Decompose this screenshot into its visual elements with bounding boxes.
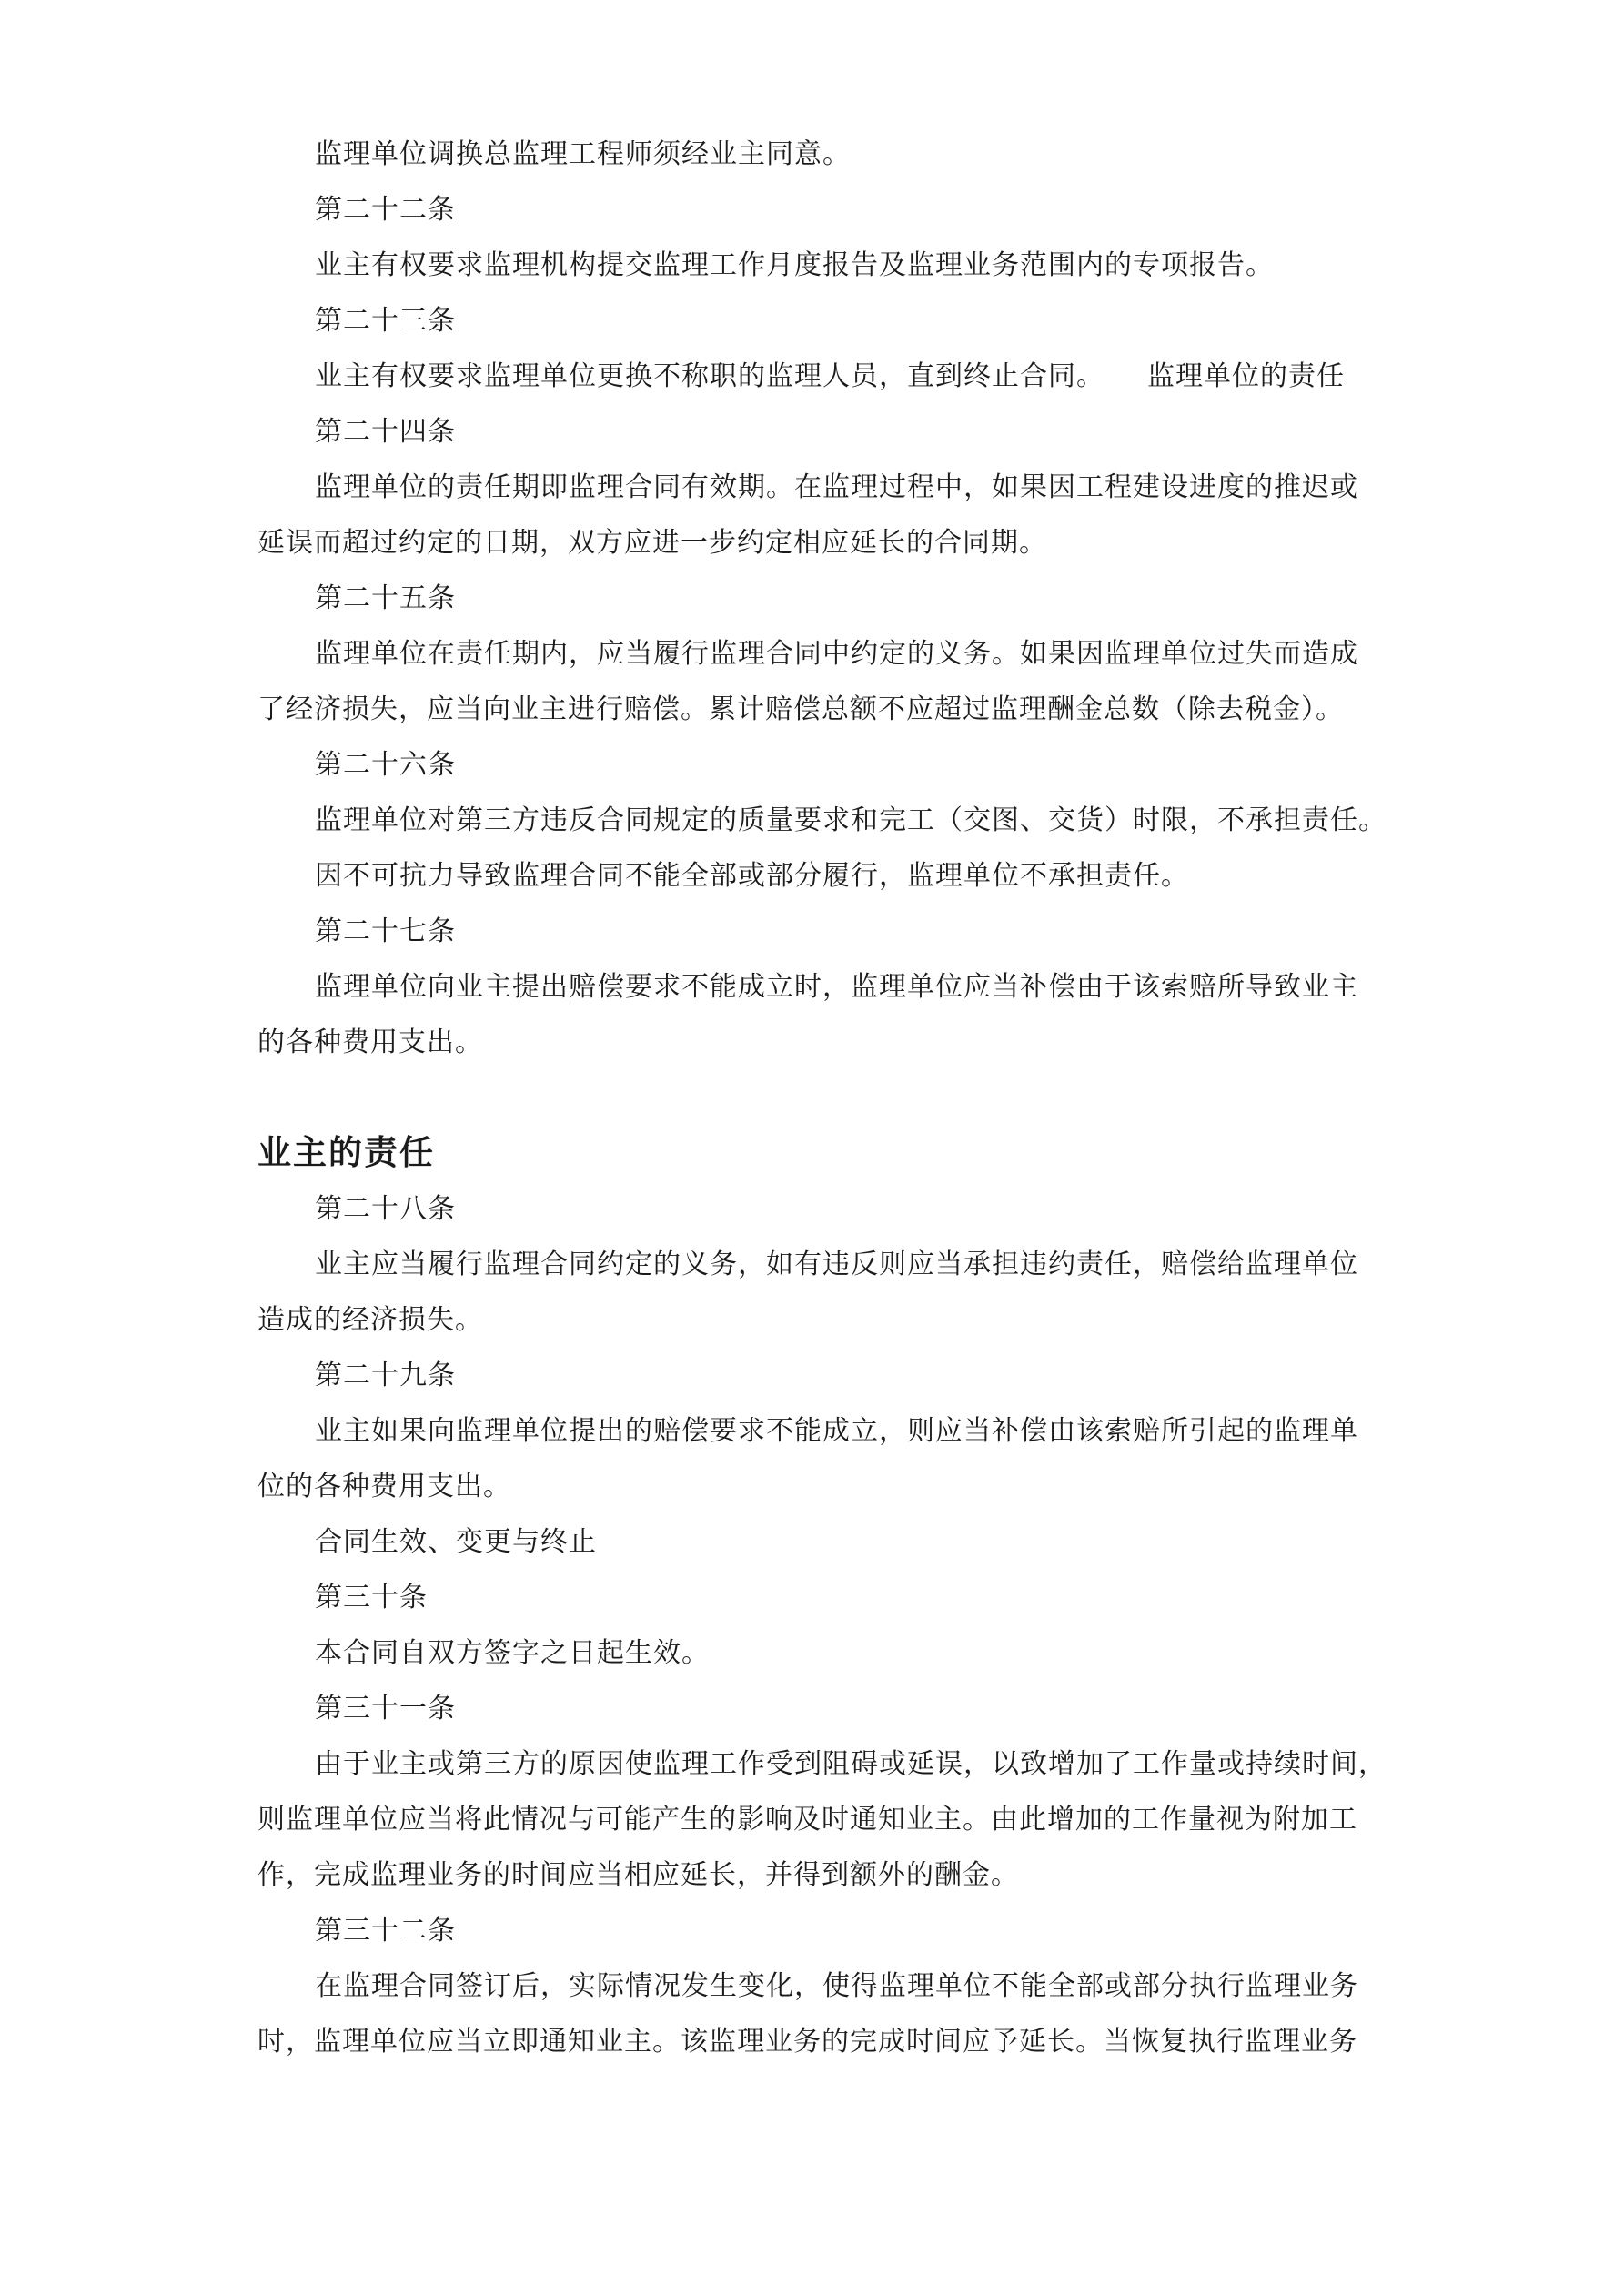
contract-text-body xyxy=(257,126,1413,2069)
text-line: 监理单位向业主提出赔偿要求不能成立时，监理单位应当补偿由于该索赔所导致业主 xyxy=(315,972,1358,1002)
text-line: 监理单位在责任期内，应当履行监理合同中约定的义务。如果因监理单位过失而造成 xyxy=(315,639,1358,669)
text-line: 延误而超过约定的日期，双方应进一步约定相应延长的合同期。 xyxy=(257,528,1047,558)
text-line: 第三十条 xyxy=(315,1583,428,1613)
text-line: 第二十六条 xyxy=(315,750,456,780)
text-line: 时，监理单位应当立即通知业主。该监理业务的完成时间应予延长。当恢复执行监理业务 xyxy=(257,2027,1357,2057)
text-line: 业主有权要求监理单位更换不称职的监理人员，直到终止合同。 监理单位的责任 xyxy=(315,361,1345,391)
text-line: 第二十八条 xyxy=(315,1194,456,1224)
text-line: 第二十三条 xyxy=(315,306,456,336)
text-line: 监理单位的责任期即监理合同有效期。在监理过程中，如果因工程建设进度的推迟或 xyxy=(315,472,1358,502)
text-line: 造成的经济损失。 xyxy=(257,1305,483,1335)
text-line: 合同生效、变更与终止 xyxy=(315,1527,597,1557)
text-line: 第三十一条 xyxy=(315,1694,456,1724)
text-line: 业主的责任 xyxy=(257,1135,435,1172)
text-line: 业主应当履行监理合同约定的义务，如有违反则应当承担违约责任，赔偿给监理单位 xyxy=(315,1249,1358,1279)
text-line: 业主有权要求监理机构提交监理工作月度报告及监理业务范围内的专项报告。 xyxy=(315,250,1274,280)
text-line: 作，完成监理业务的时间应当相应延长，并得到额外的酬金。 xyxy=(257,1860,1019,1890)
text-line: 在监理合同签订后，实际情况发生变化，使得监理单位不能全部或部分执行监理业务 xyxy=(315,1971,1358,2001)
text-line: 位的各种费用支出。 xyxy=(257,1472,511,1502)
text-line: 第二十九条 xyxy=(315,1360,456,1391)
text-line: 则监理单位应当将此情况与可能产生的影响及时通知业主。由此增加的工作量视为附加工 xyxy=(257,1805,1357,1835)
text-line: 业主如果向监理单位提出的赔偿要求不能成立，则应当补偿由该索赔所引起的监理单 xyxy=(315,1416,1358,1446)
text-line: 监理单位调换总监理工程师须经业主同意。 xyxy=(315,139,851,169)
text-line: 因不可抗力导致监理合同不能全部或部分履行，监理单位不承担责任。 xyxy=(315,861,1189,891)
text-line: 由于业主或第三方的原因使监理工作受到阻碍或延误，以致增加了工作量或持续时间， xyxy=(315,1749,1387,1779)
text-line: 第二十五条 xyxy=(315,583,456,613)
text-line: 了经济损失，应当向业主进行赔偿。累计赔偿总额不应超过监理酬金总数（除去税金）。 xyxy=(257,694,1344,724)
text-line xyxy=(257,1070,1413,1126)
text-line: 的各种费用支出。 xyxy=(257,1027,483,1057)
text-line: 第二十七条 xyxy=(315,916,456,946)
text-line: 本合同自双方签字之日起生效。 xyxy=(315,1638,710,1668)
text-line: 监理单位对第三方违反合同规定的质量要求和完工（交图、交货）时限，不承担责任。 xyxy=(315,805,1387,835)
text-line: 第二十四条 xyxy=(315,417,456,447)
text-line: 第三十二条 xyxy=(315,1916,456,1946)
text-line: 第二十二条 xyxy=(315,195,456,225)
